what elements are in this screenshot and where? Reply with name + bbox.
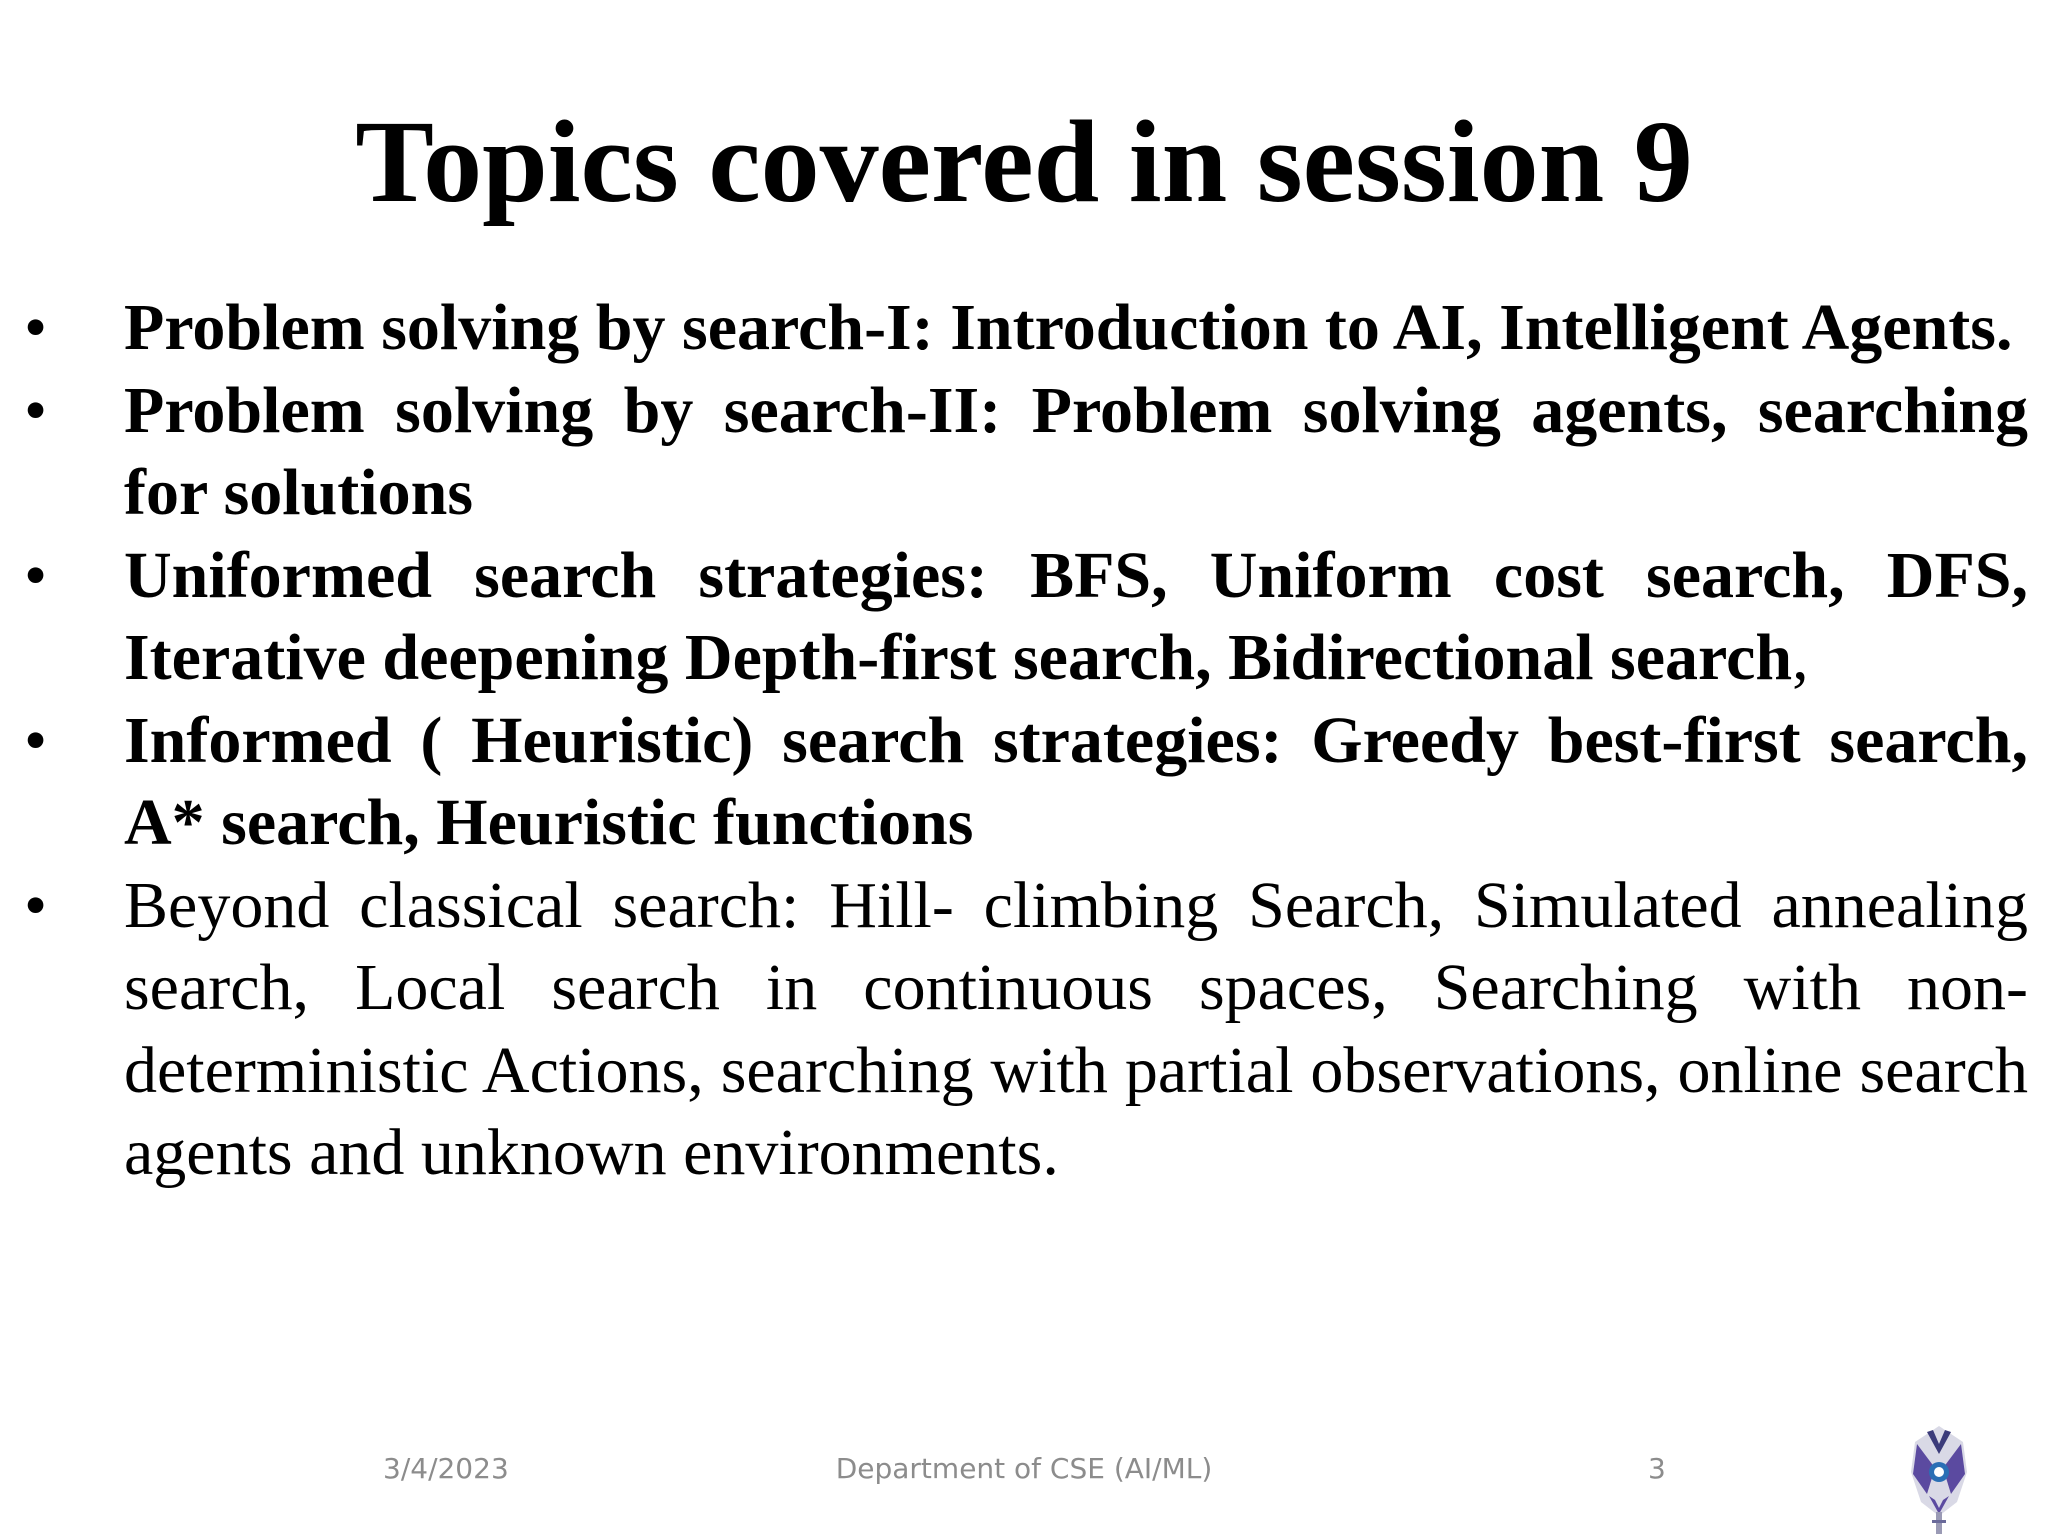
bullet-text: Informed ( Heuristic) search strategies: Greedy best-first search, A* search, Heuristic functions [124, 703, 2028, 859]
bullet-marker: • [24, 868, 48, 942]
bullet-marker: • [24, 538, 48, 612]
bullet-marker: • [24, 291, 48, 364]
footer-date: 3/4/2023 [383, 1452, 509, 1485]
bullet-item [0, 535, 2028, 700]
bullet-text: Problem solving by search-II: Problem solving agents, searching for solutions [124, 373, 2028, 529]
footer-department: Department of CSE (AI/ML) [835, 1452, 1213, 1485]
bullet-text: Uniformed search strategies: BFS, Uniform cost search, DFS, Iterative deepening Depth-first search, Bidirectional search [124, 538, 2028, 694]
bullet-text: Problem solving by search-I: Introduction to AI, Intelligent Agents. [124, 291, 2013, 364]
slide-title: Topics covered in session 9 [355, 96, 1693, 227]
bullet-marker: • [24, 373, 48, 447]
bullet-text: Beyond classical search: Hill- climbing Search, Simulated annealing search, Local search in continuous spaces, Searching with non-deterministic Actions, searching with partial observations, online search agents and unknown environments. [124, 868, 2028, 1189]
institution-emblem-icon [1905, 1424, 1973, 1536]
bullet-trailing-comma: , [1792, 621, 1809, 694]
bullet-item [0, 370, 2028, 535]
footer-page-number: 3 [1648, 1452, 1666, 1485]
bullet-item [0, 287, 2028, 370]
bullet-item [0, 700, 2028, 865]
bullet-list [0, 287, 2048, 1195]
bullet-marker: • [24, 703, 48, 777]
bullet-item [0, 865, 2028, 1195]
